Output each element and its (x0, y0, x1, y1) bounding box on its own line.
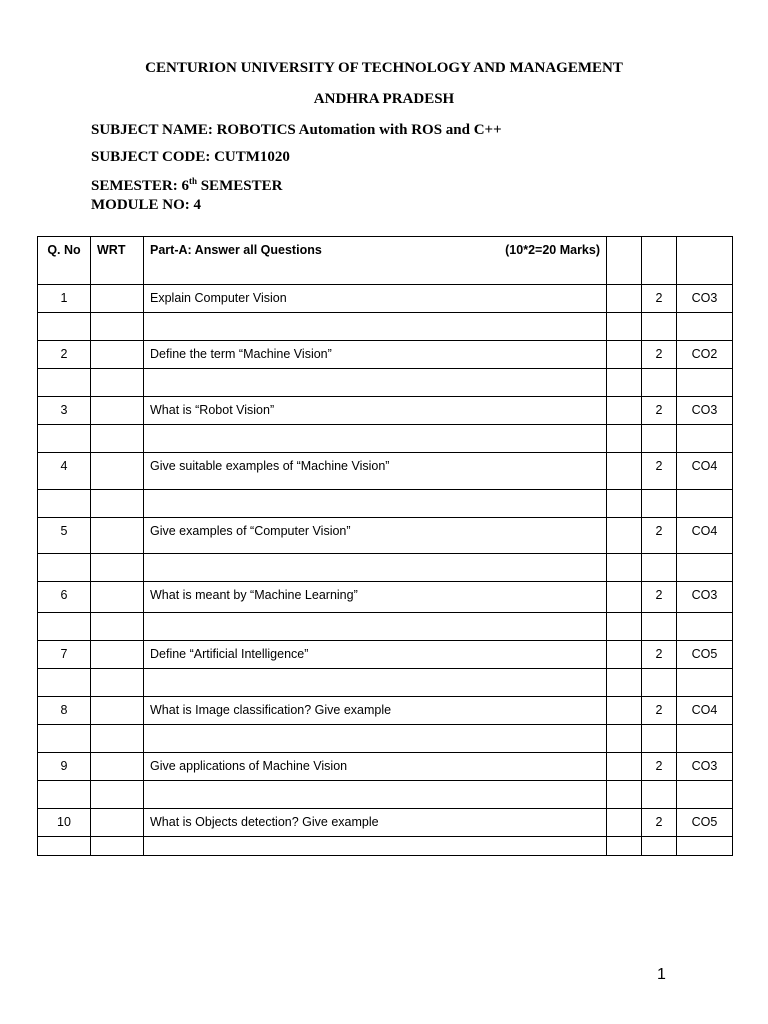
course-outcome: CO5 (691, 815, 718, 829)
module-number: MODULE NO: 4 (91, 197, 201, 213)
table-row (38, 582, 733, 613)
course-outcome-cell (677, 397, 733, 425)
semester-superscript: th (188, 176, 197, 186)
university-title: CENTURION UNIVERSITY OF TECHNOLOGY AND MANAGEMENT (145, 60, 623, 76)
header-qno-label: Q. No (47, 243, 81, 257)
blank-cell-cell (607, 753, 642, 781)
spacer-cell (38, 490, 91, 518)
spacer-cell (677, 613, 733, 641)
question-number: 3 (60, 403, 68, 417)
table-row (38, 397, 733, 425)
question-text: Give examples of “Computer Vision” (150, 524, 351, 538)
question-text: Define the term “Machine Vision” (150, 347, 332, 361)
question-number: 9 (60, 759, 68, 773)
spacer-cell (38, 554, 91, 582)
spacer-cell (144, 425, 607, 453)
spacer-cell (91, 369, 144, 397)
spacer-cell (91, 425, 144, 453)
table-row (38, 697, 733, 725)
wrt-cell-cell (91, 285, 144, 313)
marks-cell-cell (642, 453, 677, 490)
spacer-row (38, 725, 733, 753)
marks-cell: 2 (655, 703, 663, 717)
course-outcome: CO4 (691, 459, 718, 473)
table-row (38, 285, 733, 313)
course-outcome-cell (677, 341, 733, 369)
header-wrt-label: WRT (97, 243, 126, 257)
marks-cell: 2 (655, 815, 663, 829)
blank-cell-cell (607, 641, 642, 669)
blank-cell-cell (607, 518, 642, 554)
blank-cell-cell (607, 453, 642, 490)
question-number-cell (38, 753, 91, 781)
subject-name: SUBJECT NAME: ROBOTICS Automation with ROS and C++ (91, 122, 502, 138)
spacer-cell (91, 313, 144, 341)
page-number: 1 (657, 966, 666, 983)
header-blank-3 (677, 237, 733, 285)
marks-cell-cell (642, 641, 677, 669)
spacer-cell (677, 490, 733, 518)
question-text-cell (144, 453, 607, 490)
table-row (38, 753, 733, 781)
spacer-cell (677, 554, 733, 582)
marks-cell-cell (642, 341, 677, 369)
course-outcome-cell (677, 518, 733, 554)
course-outcome-cell (677, 285, 733, 313)
question-text-cell (144, 285, 607, 313)
spacer-row (38, 613, 733, 641)
spacer-cell (607, 725, 642, 753)
question-text-cell (144, 697, 607, 725)
marks-cell: 2 (655, 347, 663, 361)
spacer-cell (38, 837, 91, 856)
spacer-cell (91, 725, 144, 753)
spacer-cell (677, 725, 733, 753)
spacer-cell (144, 725, 607, 753)
marks-cell-cell (642, 518, 677, 554)
spacer-cell (642, 669, 677, 697)
course-outcome: CO5 (691, 647, 718, 661)
question-number: 8 (60, 703, 68, 717)
question-number: 5 (60, 524, 68, 538)
spacer-cell (642, 554, 677, 582)
spacer-row (38, 669, 733, 697)
course-outcome: CO3 (691, 759, 718, 773)
subject-code: SUBJECT CODE: CUTM1020 (91, 149, 290, 165)
spacer-row (38, 369, 733, 397)
table-row (38, 341, 733, 369)
spacer-cell (677, 313, 733, 341)
course-outcome-cell (677, 809, 733, 837)
spacer-cell (642, 425, 677, 453)
header-blank-1 (607, 237, 642, 285)
spacer-cell (144, 669, 607, 697)
question-text: What is Image classification? Give example (150, 703, 392, 717)
spacer-row (38, 313, 733, 341)
spacer-cell (91, 837, 144, 856)
question-text-cell (144, 809, 607, 837)
course-outcome-cell (677, 582, 733, 613)
question-number-cell (38, 397, 91, 425)
question-number: 7 (60, 647, 68, 661)
question-text-cell (144, 641, 607, 669)
blank-cell-cell (607, 285, 642, 313)
spacer-cell (607, 313, 642, 341)
question-number-cell (38, 582, 91, 613)
spacer-cell (144, 369, 607, 397)
spacer-cell (642, 313, 677, 341)
table-row (38, 809, 733, 837)
question-text-cell (144, 753, 607, 781)
spacer-cell (607, 669, 642, 697)
course-outcome-cell (677, 753, 733, 781)
marks-cell: 2 (655, 291, 663, 305)
question-number-cell (38, 285, 91, 313)
course-outcome-cell (677, 641, 733, 669)
spacer-cell (677, 425, 733, 453)
spacer-cell (91, 613, 144, 641)
course-outcome: CO3 (691, 403, 718, 417)
spacer-cell (38, 669, 91, 697)
blank-cell-cell (607, 697, 642, 725)
marks-cell-cell (642, 397, 677, 425)
spacer-cell (677, 369, 733, 397)
course-outcome: CO4 (691, 524, 718, 538)
question-number-cell (38, 809, 91, 837)
spacer-row (38, 781, 733, 809)
wrt-cell-cell (91, 582, 144, 613)
marks-cell-cell (642, 697, 677, 725)
spacer-cell (642, 725, 677, 753)
marks-cell-cell (642, 582, 677, 613)
header-qno (38, 237, 91, 285)
spacer-cell (677, 669, 733, 697)
spacer-cell (38, 369, 91, 397)
spacer-cell (144, 837, 607, 856)
header-wrt (91, 237, 144, 285)
spacer-cell (144, 490, 607, 518)
marks-cell-cell (642, 753, 677, 781)
spacer-cell (607, 613, 642, 641)
question-text-cell (144, 582, 607, 613)
marks-cell: 2 (655, 647, 663, 661)
spacer-cell (642, 490, 677, 518)
spacer-cell (607, 425, 642, 453)
blank-cell-cell (607, 582, 642, 613)
wrt-cell-cell (91, 453, 144, 490)
question-text: Explain Computer Vision (150, 291, 287, 305)
spacer-cell (607, 369, 642, 397)
table-row (38, 641, 733, 669)
spacer-row (38, 554, 733, 582)
question-number: 1 (60, 291, 68, 305)
marks-cell: 2 (655, 403, 663, 417)
spacer-cell (38, 613, 91, 641)
table-row (38, 453, 733, 490)
spacer-cell (38, 781, 91, 809)
question-number: 6 (60, 588, 68, 602)
spacer-cell (677, 837, 733, 856)
marks-cell-cell (642, 809, 677, 837)
marks-cell: 2 (655, 759, 663, 773)
semester (91, 176, 282, 195)
spacer-cell (642, 369, 677, 397)
question-table (37, 236, 733, 856)
wrt-cell-cell (91, 518, 144, 554)
marks-note: (10*2=20 Marks) (505, 243, 600, 257)
spacer-cell (38, 425, 91, 453)
spacer-cell (144, 554, 607, 582)
course-outcome-cell (677, 453, 733, 490)
spacer-cell (607, 490, 642, 518)
question-text: Give suitable examples of “Machine Vision” (150, 459, 390, 473)
spacer-cell (642, 613, 677, 641)
spacer-cell (607, 781, 642, 809)
spacer-cell (144, 613, 607, 641)
spacer-cell (38, 313, 91, 341)
header-blank-2 (642, 237, 677, 285)
question-number: 4 (60, 459, 68, 473)
spacer-cell (91, 490, 144, 518)
question-number-cell (38, 518, 91, 554)
marks-cell: 2 (655, 459, 663, 473)
spacer-row (38, 425, 733, 453)
spacer-cell (91, 554, 144, 582)
table-row (38, 518, 733, 554)
blank-cell-cell (607, 397, 642, 425)
question-text: What is Objects detection? Give example (150, 815, 379, 829)
question-number-cell (38, 341, 91, 369)
blank-cell-cell (607, 809, 642, 837)
question-text: Give applications of Machine Vision (150, 759, 348, 773)
marks-cell: 2 (655, 524, 663, 538)
wrt-cell-cell (91, 397, 144, 425)
spacer-cell (677, 781, 733, 809)
question-text: What is meant by “Machine Learning” (150, 588, 358, 602)
question-number-cell (38, 453, 91, 490)
spacer-cell (91, 781, 144, 809)
spacer-cell (642, 781, 677, 809)
wrt-cell-cell (91, 641, 144, 669)
spacer-row (38, 837, 733, 856)
blank-cell-cell (607, 341, 642, 369)
table-header-row (38, 237, 733, 285)
state-title: ANDHRA PRADESH (313, 91, 455, 107)
spacer-cell (144, 781, 607, 809)
wrt-cell-cell (91, 697, 144, 725)
course-outcome: CO2 (691, 347, 718, 361)
wrt-cell-cell (91, 809, 144, 837)
question-text-cell (144, 518, 607, 554)
spacer-cell (642, 837, 677, 856)
question-text-cell (144, 397, 607, 425)
part-title: Part-A: Answer all Questions (150, 243, 322, 257)
question-number: 2 (60, 347, 68, 361)
spacer-cell (144, 313, 607, 341)
spacer-cell (607, 837, 642, 856)
spacer-row (38, 490, 733, 518)
course-outcome: CO3 (691, 291, 718, 305)
question-number-cell (38, 641, 91, 669)
spacer-cell (607, 554, 642, 582)
question-text: What is “Robot Vision” (150, 403, 275, 417)
marks-cell: 2 (655, 588, 663, 602)
question-text: Define “Artificial Intelligence” (150, 647, 309, 661)
wrt-cell-cell (91, 341, 144, 369)
question-text-cell (144, 341, 607, 369)
course-outcome: CO4 (691, 703, 718, 717)
semester-prefix: SEMESTER: 6 (91, 178, 189, 194)
spacer-cell (91, 669, 144, 697)
wrt-cell-cell (91, 753, 144, 781)
marks-cell-cell (642, 285, 677, 313)
header-part (144, 237, 607, 285)
question-number-cell (38, 697, 91, 725)
course-outcome: CO3 (691, 588, 718, 602)
question-number: 10 (57, 815, 71, 829)
spacer-cell (38, 725, 91, 753)
semester-suffix: SEMESTER (196, 178, 283, 194)
course-outcome-cell (677, 697, 733, 725)
